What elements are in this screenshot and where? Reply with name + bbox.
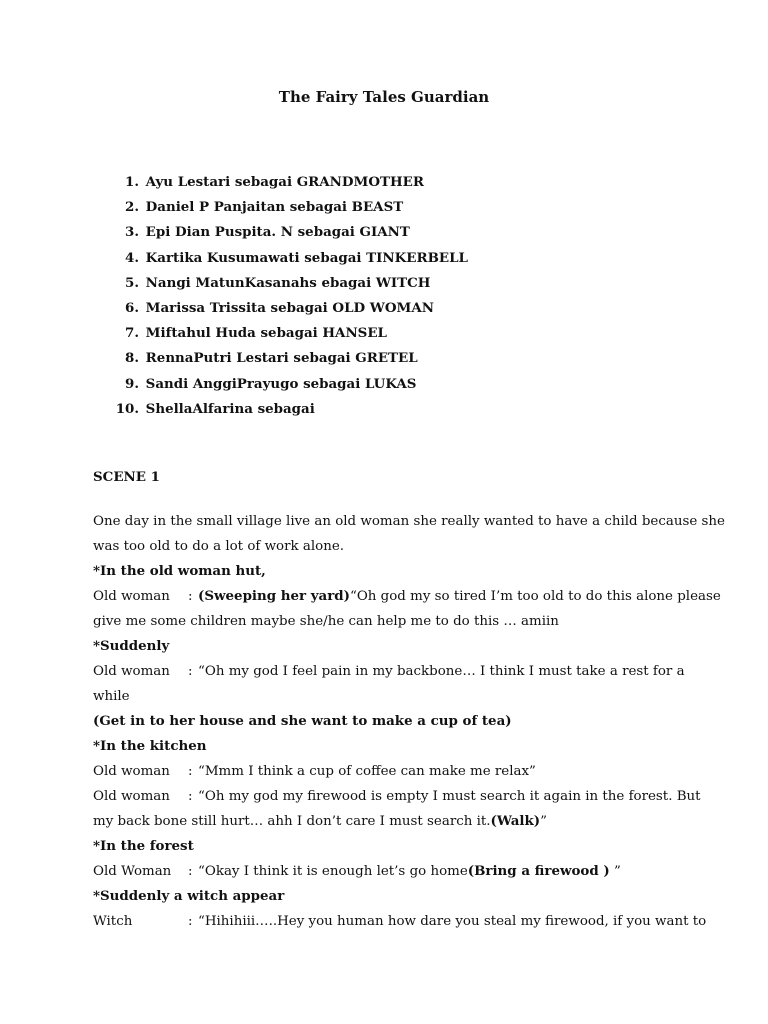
- list-item: [113, 199, 468, 224]
- speaker-colon: :: [188, 764, 193, 779]
- list-item: [113, 174, 468, 199]
- dialogue-continuation: give me some children maybe she/he can help me to do this … amiin: [93, 614, 559, 629]
- list-item: [113, 300, 468, 325]
- speaker-name: Old woman: [93, 664, 170, 679]
- cast-entry: Daniel P Panjaitan sebagai BEAST: [145, 199, 404, 216]
- dialogue-line: [93, 659, 685, 684]
- cast-entry: Epi Dian Puspita. N sebagai GIANT: [145, 224, 410, 241]
- dialogue-text: “Oh my god my firewood is empty I must search it again in the forest. But: [198, 789, 701, 804]
- dialogue-line: [93, 759, 677, 784]
- cast-entry: Marissa Trissita sebagai OLD WOMAN: [145, 299, 434, 316]
- speaker-name: Old woman: [93, 789, 170, 804]
- page-title: The Fairy Tales Guardian: [278, 88, 490, 106]
- list-number: 2.: [125, 199, 139, 216]
- list-item: [113, 250, 468, 275]
- speaker-name: Witch: [93, 914, 133, 929]
- paragraph-line: was too old to do a lot of work alone.: [93, 539, 345, 554]
- stage-direction: *In the old woman hut,: [93, 563, 266, 579]
- script-body: [93, 509, 725, 934]
- list-number: 5.: [125, 274, 139, 291]
- list-number: 8.: [125, 350, 139, 367]
- list-item: [113, 350, 468, 375]
- action-note: (Sweeping her yard): [198, 588, 350, 604]
- speaker-colon: :: [188, 589, 193, 604]
- speaker-colon: :: [188, 864, 193, 879]
- speaker-name: Old woman: [93, 589, 170, 604]
- list-number: 7.: [125, 325, 139, 342]
- list-item: [113, 376, 468, 401]
- dialogue-line: [93, 584, 721, 609]
- cast-entry: Ayu Lestari sebagai GRANDMOTHER: [145, 174, 424, 190]
- dialogue-text: “Oh my god I feel pain in my backbone… I think I must take a rest for a: [198, 664, 685, 679]
- list-number: 6.: [125, 299, 139, 316]
- dialogue-continuation: while: [93, 689, 130, 704]
- dialogue-continuation: [93, 809, 677, 834]
- dialogue-text: “Mmm I think a cup of coffee can make me relax”: [198, 764, 536, 779]
- scene-heading: SCENE 1: [93, 469, 160, 485]
- list-number: 3.: [125, 224, 139, 241]
- speaker-colon: :: [188, 914, 193, 929]
- closing-quote: ”: [609, 864, 621, 879]
- dialogue-text: my back bone still hurt… ahh I don’t care I must search it.: [93, 814, 491, 829]
- closing-quote: ”: [540, 814, 547, 829]
- action-note: (Walk): [490, 813, 541, 829]
- cast-entry: RennaPutri Lestari sebagai GRETEL: [145, 350, 418, 367]
- cast-entry: Miftahul Huda sebagai HANSEL: [145, 325, 387, 342]
- cast-entry: Kartika Kusumawati sebagai TINKERBELL: [145, 249, 468, 266]
- list-number: 10.: [115, 400, 139, 417]
- speaker-colon: :: [188, 789, 193, 804]
- stage-direction: *Suddenly: [93, 638, 170, 654]
- dialogue-line: [93, 909, 707, 934]
- cast-entry: ShellaAlfarina sebagai: [145, 400, 315, 417]
- stage-direction: (Get in to her house and she want to make a cup of tea): [93, 713, 512, 729]
- list-number: 1.: [125, 174, 139, 190]
- list-item: [113, 325, 468, 350]
- stage-direction: *In the kitchen: [93, 738, 207, 754]
- list-item: [113, 275, 468, 300]
- dialogue-text: “Hihihiii…..Hey you human how dare you steal my firewood, if you want to: [198, 914, 707, 929]
- dialogue-line: [93, 784, 701, 809]
- cast-entry: Nangi MatunKasanahs ebagai WITCH: [145, 274, 431, 291]
- dialogue-text: “Oh god my so tired I’m too old to do this alone please: [349, 589, 721, 604]
- list-item: [113, 224, 468, 249]
- speaker-name: Old woman: [93, 764, 170, 779]
- speaker-name: Old Woman: [93, 864, 172, 879]
- list-item: [113, 401, 468, 426]
- list-number: 9.: [125, 375, 139, 392]
- cast-entry: Sandi AnggiPrayugo sebagai LUKAS: [145, 375, 417, 392]
- cast-list: [113, 174, 468, 426]
- action-note: (Bring a firewood ): [467, 863, 610, 879]
- stage-direction: *Suddenly a witch appear: [93, 888, 285, 904]
- list-number: 4.: [125, 249, 139, 266]
- dialogue-text: “Okay I think it is enough let’s go home: [198, 864, 468, 879]
- dialogue-line: [93, 859, 677, 884]
- speaker-colon: :: [188, 664, 193, 679]
- paragraph-line: One day in the small village live an old woman she really wanted to have a child because she: [93, 514, 725, 529]
- stage-direction: *In the forest: [93, 838, 194, 854]
